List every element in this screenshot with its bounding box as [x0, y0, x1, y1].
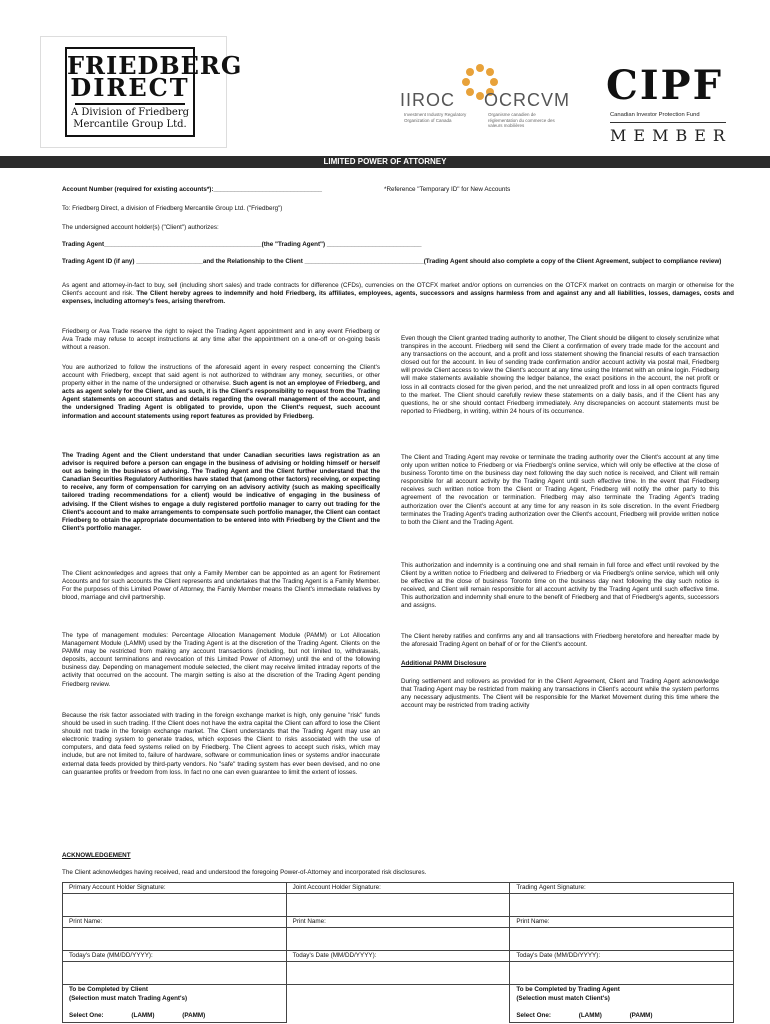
logo-rule: [75, 103, 185, 105]
joint-date-space: [286, 962, 510, 985]
intro-bold: The Client hereby agrees to indemnify and hold Friedberg, its affiliates, employees, agents, successors and assigns harmless from and against any and all liabilities, losses, damages, costs and expenses, including attorney's fees, arising therefrom.: [62, 290, 734, 306]
left-p2-plain: You are authorized to follow the instructions of the aforesaid agent in every respect concerning the Client's account with Friedberg, except that said agent is not authorized to withdraw any money, securities, or other property either in the name of the undersigned or otherwise.: [62, 364, 380, 388]
client-select-note: (Selection must match Trading Agent's): [69, 995, 188, 1002]
pamm-disclosure-heading: Additional PAMM Disclosure: [401, 660, 487, 667]
iiroc-name-fr: OCRCVM: [484, 90, 570, 110]
right-paragraph-2: The Client and Trading Agent may revoke or terminate the trading authority over the Client's account at any time only upon written notice to Friedberg or via Friedberg's online service, which will only be effective at the close of business Toronto time on the business day next following the day such notice is received, and Client will remain responsible for all account activity by the Trading Agent until such effective time. In the event that Friedberg receives such written notice from the Client or Trading Agent, Friedberg will notify the other party to this agreement of the revocation or termination. Friedberg may also terminate the Trading Agent's trading authorization over the Client's account at any time for any reason in its sole discretion. In the event Friedberg terminates the Trading Agent's trading authorization over the Client's account, Friedberg will provide written notice to both the Client and the Trading Agent.: [401, 454, 719, 526]
acknowledgement-heading: ACKNOWLEDGEMENT: [62, 852, 131, 859]
joint-signature-field[interactable]: [286, 894, 510, 917]
primary-signature-label: Primary Account Holder Signature:: [63, 883, 287, 894]
iiroc-logo: [400, 60, 590, 140]
left-paragraph-2: [62, 364, 380, 421]
client-select-row: [69, 1012, 280, 1019]
joint-print-name-space: [286, 928, 510, 951]
signature-table: [62, 882, 734, 1023]
cipf-member: MEMBER: [610, 126, 732, 145]
agent-select-row: [516, 1012, 727, 1019]
right-paragraph-4: The Client hereby ratifies and confirms any and all transactions with Friedberg heretofore and hereafter made by the aforesaid Trading Agent on behalf of or for the Client's account.: [401, 633, 719, 649]
agent-signature-label: Trading Agent Signature:: [510, 883, 734, 894]
agent-lamm-option[interactable]: (LAMM): [578, 1012, 602, 1019]
agent-select-one-label: Select One:: [516, 1012, 551, 1019]
intro-paragraph: [62, 282, 734, 306]
to-line: To: Friedberg Direct, a division of Friedberg Mercantile Group Ltd. ("Friedberg"): [62, 205, 283, 212]
right-paragraph-3: This authorization and indemnity is a continuing one and shall remain in full force and effect until revoked by the Client by a written notice to Friedberg and delivered to Friedberg or via Friedberg's online service, which will only be effective at the close of business Toronto time on the business day next following the day such notice is received, and Client will remain responsible for all account activity by the Trading Agent until such effective time. This authorization and indemnity shall enure to the benefit of Friedberg and that of Friedberg's agents, successors and assigns.: [401, 562, 719, 610]
page-title: LIMITED POWER OF ATTORNEY: [0, 156, 770, 168]
client-selection-cell: [63, 985, 287, 1023]
primary-date-space: [63, 962, 287, 985]
client-select-one-label: Select One:: [69, 1012, 104, 1019]
agent-selection-cell: [510, 985, 734, 1023]
iiroc-desc-en: Investment Industry Regulatory Organization of Canada: [404, 112, 467, 123]
right-paragraph-5: During settlement and rollovers as provided for in the Client Agreement, Client and Trading Agent acknowledge that Trading Agent may be restricted from making any transactions in Client's account while the system performs any necessary adjustments. The Client will be responsible for the Market Movement during this time where the account may be restricted from trading activity: [401, 678, 719, 710]
agent-date-space: [510, 962, 734, 985]
agent-signature-field[interactable]: [510, 894, 734, 917]
primary-print-name-field[interactable]: Print Name:: [63, 917, 287, 928]
logo-line-2: DIRECT: [70, 73, 190, 102]
cipf-rule: [610, 122, 726, 123]
trading-agent-id-field[interactable]: Trading Agent ID (if any) ___________________and the Relationship to the Client __________________________________(Trading Agent should also complete a copy of the Client Agreement, subject to compliance review): [62, 258, 722, 265]
cipf-subtitle: Canadian Investor Protection Fund: [610, 112, 700, 118]
client-pamm-option[interactable]: (PAMM): [182, 1012, 206, 1019]
right-paragraph-1: Even though the Client granted trading authority to another, The Client should be diligent to closely scrutinize what transpires in the account. Friedberg will send the Client a confirmation of every trade made for the account and any transactions on the account, and a profit and loss statement showing the financial results of each transaction closed out for the account. In lieu of sending trade confirmation and/or account activity via postal mail, Friedberg will provide Client access to view the Client's account at any time using the Internet with an online login. Friedberg will make statements available showing the ledger balance, the exact positions in the account, the net profit or loss in all contracts closed for the given period, and the net unrealized profit and loss in all open contracts figured to the market. The Client should carefully review these statements on a daily basis, and if the Client has any questions, he or she should contact Friedberg immediately. Any discrepancies on account statements must be reported to Friedberg, in writing, within 24 hours of its occurrence.: [401, 335, 719, 415]
left-paragraph-1: Friedberg or Ava Trade reserve the right to reject the Trading Agent appointment and in any event Friedberg or Ava Trade may refuse to accept instructions at any time after the appointment on a one-off or on-going basis without a reason.: [62, 328, 380, 352]
logo-line-1: FRIEDBERG: [67, 51, 243, 80]
joint-date-field[interactable]: Today's Date (MM/DD/YYYY):: [286, 951, 510, 962]
reference-note: *Reference "Temporary ID" for New Accounts: [384, 186, 511, 193]
client-complete-label: To be Completed by Client: [69, 986, 148, 993]
primary-date-field[interactable]: Today's Date (MM/DD/YYYY):: [63, 951, 287, 962]
intro-plain: As agent and attorney-in-fact to buy, sell (including short sales) and trade contracts for difference (CFDs), currencies on the OTCFX market and/or options on currencies on the OTCFX market on contracts on margin or otherwise for the Client's account and risk.: [62, 282, 734, 298]
iiroc-name-en: IIROC: [400, 90, 456, 110]
account-number-field[interactable]: Account Number (required for existing accounts*):_______________________________: [62, 186, 323, 193]
trading-agent-field[interactable]: Trading Agent_____________________________________________(the "Trading Agent") ___________________________: [62, 241, 422, 248]
friedberg-direct-logo: [40, 36, 243, 148]
cipf-name: CIPF: [606, 62, 724, 109]
left-paragraph-5: The type of management modules: Percentage Allocation Management Module (PAMM) or Lot Allocation Management Module (LAMM) used by the Trading Agent is at the discretion of the Trading Agent. Clients on the PAMM may be restricted from making any account transactions (including, but not limited to, withdrawals, deposits, account terminations and revocation of this Limited Power of Attorney) until the end of the following business day. Depending on management module selected, the client may receive limited intraday reports of the activity that occurred on the account. The margin setting is also at the discretion of the Trading Agent pending Friedberg review.: [62, 632, 380, 688]
empty-middle-cell: [286, 985, 510, 1023]
primary-print-name-space: [63, 928, 287, 951]
left-p2-bold: Such agent is not an employee of Friedberg, and acts as agent solely for the Client, and as such, it is the Client's responsibility to request from the Trading Agent statements on account status and details regarding the overall management of the account, and the undersigned Trading Agent is obligated to provide, upon the Client's request, such account information and account statements using report features as provided by Friedberg.: [62, 380, 381, 420]
agent-print-name-field[interactable]: Print Name:: [510, 917, 734, 928]
logo-line-4: Mercantile Group Ltd.: [73, 119, 187, 130]
acknowledgement-text: The Client acknowledges having received, read and understood the foregoing Power-of-Attorney and incorporated risk disclosures.: [62, 869, 427, 876]
joint-signature-label: Joint Account Holder Signature:: [286, 883, 510, 894]
primary-signature-field[interactable]: [63, 894, 287, 917]
cipf-logo: [606, 62, 732, 154]
undersigned-line: The undersigned account holder(s) ("Client") authorizes:: [62, 224, 219, 231]
iiroc-desc-fr: Organisme canadien de réglementation du commerce des valeurs mobilières: [488, 112, 555, 128]
joint-print-name-field[interactable]: Print Name:: [286, 917, 510, 928]
agent-pamm-option[interactable]: (PAMM): [629, 1012, 653, 1019]
left-paragraph-6: Because the risk factor associated with trading in the foreign exchange market is high, only genuine "risk" funds should be used in such trading. If the Client does not have the extra capital the Client can afford to lose the Client should not trade in the foreign exchange market. The Client understands that the Trading Agent may use an electronic trading system to generate trades, which exposes the Client to risks associated with the use of computers, and data feed systems relied on by Friedberg. The Client agrees to accept such risks, which may include, but are not limited to, failure of hardware, software or communication lines or systems and/or inaccurate external data feeds provided by third-party vendors. No "safe" trading system has ever been devised, and no one can guarantee profits or freedom from loss. In fact no one can even guarantee to limit the extent of losses.: [62, 712, 380, 776]
agent-select-note: (Selection must match Client's): [516, 995, 610, 1002]
agent-print-name-space: [510, 928, 734, 951]
left-paragraph-4: The Client acknowledges and agrees that only a Family Member can be appointed as an agent for Retirement Accounts and for such accounts the Client represents and undertakes that the Trading Agent is a Family Member. For the purposes of this Limited Power of Attorney, the Family Member means the Client's immediate relatives by blood, marriage and civil partnership.: [62, 570, 380, 602]
left-paragraph-3: The Trading Agent and the Client understand that under Canadian securities laws registration as an advisor is required before a person can engage in the business of advising or holding himself or herself out as being in the business of advising. The Trading Agent and the Client further understand that the Canadian Securities Regulatory Authorities have stated that (among other factors) receiving, or expecting to receive, any form of compensation for carrying on an advisory activity (such as making specifically tailored trading recommendations for a client) would be indicative of engaging in the business of advising. If the Client wishes to engage a duly registered portfolio manager to carry out trading for the Client's account and to make arrangements to compensate such portfolio manager, the Client can contact Friedberg to obtain the appropriate documentation to be entered into with Friedberg by the Client and the Client's portfolio manager.: [62, 452, 380, 532]
logo-line-3: A Division of Friedberg: [70, 107, 190, 118]
client-lamm-option[interactable]: (LAMM): [131, 1012, 155, 1019]
agent-date-field[interactable]: Today's Date (MM/DD/YYYY):: [510, 951, 734, 962]
agent-complete-label: To be Completed by Trading Agent: [516, 986, 620, 993]
